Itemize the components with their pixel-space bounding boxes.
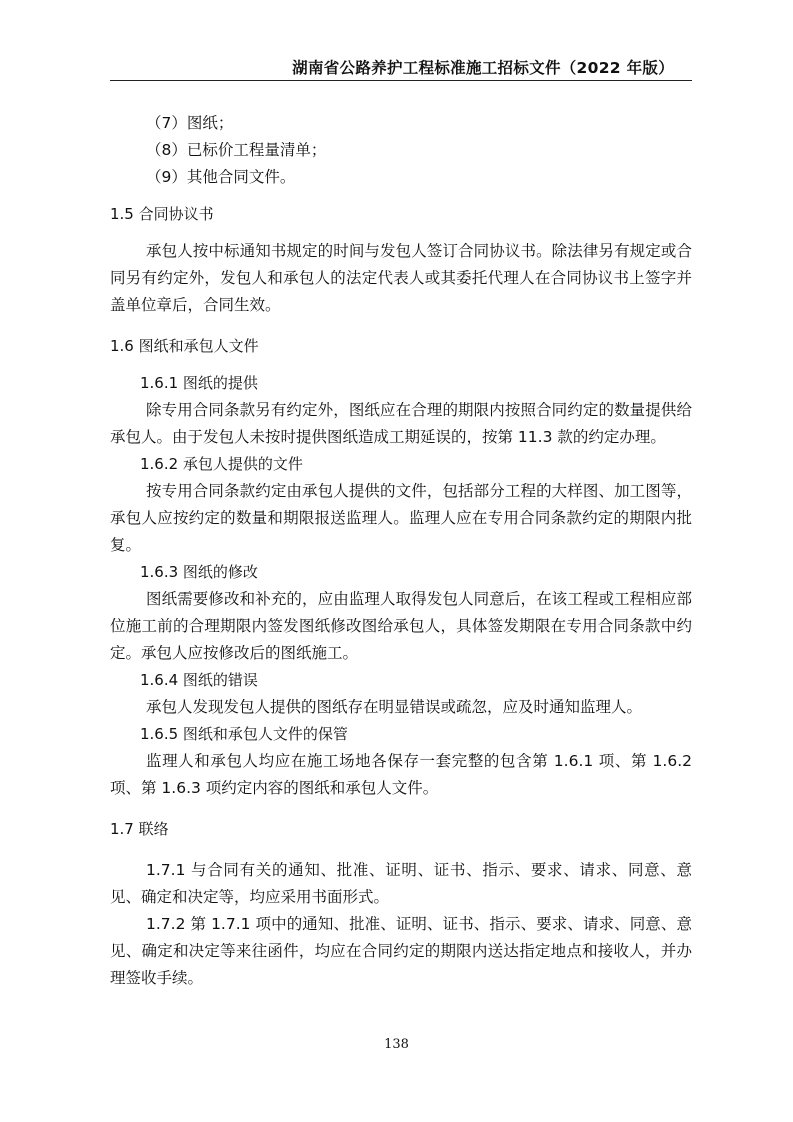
list-item: （9）其他合同文件。 — [146, 168, 296, 186]
page-header — [110, 52, 692, 81]
subsection-heading-1-6-1: 1.6.1 图纸的提供 — [140, 374, 258, 392]
section-heading-1-6: 1.6 图纸和承包人文件 — [110, 337, 259, 355]
page-number: 138 — [384, 1037, 409, 1052]
paragraph: 承包人发现发包人提供的图纸存在明显错误或疏忽，应及时通知监理人。 — [146, 698, 643, 716]
paragraph: 承包人按中标通知书规定的时间与发包人签订合同协议书。除法律另有规定或合同另有约定外，发包人和承包人的法定代表人或其委托代理人在合同协议书上签字并盖单位章后，合同生效。 — [110, 242, 692, 314]
paragraph: 1.7.1 与合同有关的通知、批准、证明、证书、指示、要求、请求、同意、意见、确定和决定等，均应采用书面形式。 — [110, 861, 692, 906]
subsection-heading-1-6-2: 1.6.2 承包人提供的文件 — [140, 455, 303, 473]
subsection-heading-1-6-3: 1.6.3 图纸的修改 — [140, 563, 258, 581]
header-title: 湖南省公路养护工程标准施工招标文件（2022 年版） — [292, 59, 674, 77]
section-heading-1-7: 1.7 联络 — [110, 820, 169, 838]
subsection-heading-1-6-4: 1.6.4 图纸的错误 — [140, 671, 258, 689]
list-item: （8）已标价工程量清单； — [146, 141, 327, 159]
paragraph: 按专用合同条款约定由承包人提供的文件，包括部分工程的大样图、加工图等，承包人应按约定的数量和期限报送监理人。监理人应在专用合同条款约定的期限内批复。 — [110, 482, 692, 554]
document-body — [110, 110, 692, 992]
paragraph: 监理人和承包人均应在施工场地各保存一套完整的包含第 1.6.1 项、第 1.6.2 项、第 1.6.3 项约定内容的图纸和承包人文件。 — [110, 752, 692, 797]
paragraph: 除专用合同条款另有约定外，图纸应在合理的期限内按照合同约定的数量提供给承包人。由于发包人未按时提供图纸造成工期延误的，按第 11.3 款的约定办理。 — [110, 401, 692, 446]
list-item: （7）图纸； — [146, 114, 234, 132]
paragraph: 1.7.2 第 1.7.1 项中的通知、批准、证明、证书、指示、要求、请求、同意、意见、确定和决定等来往函件，均应在合同约定的期限内送达指定地点和接收人，并办理签收手续。 — [110, 915, 692, 987]
subsection-heading-1-6-5: 1.6.5 图纸和承包人文件的保管 — [140, 725, 348, 743]
section-heading-1-5: 1.5 合同协议书 — [110, 205, 214, 223]
paragraph: 图纸需要修改和补充的，应由监理人取得发包人同意后，在该工程或工程相应部位施工前的合理期限内签发图纸修改图给承包人，具体签发期限在专用合同条款中约定。承包人应按修改后的图纸施工。 — [110, 590, 692, 662]
